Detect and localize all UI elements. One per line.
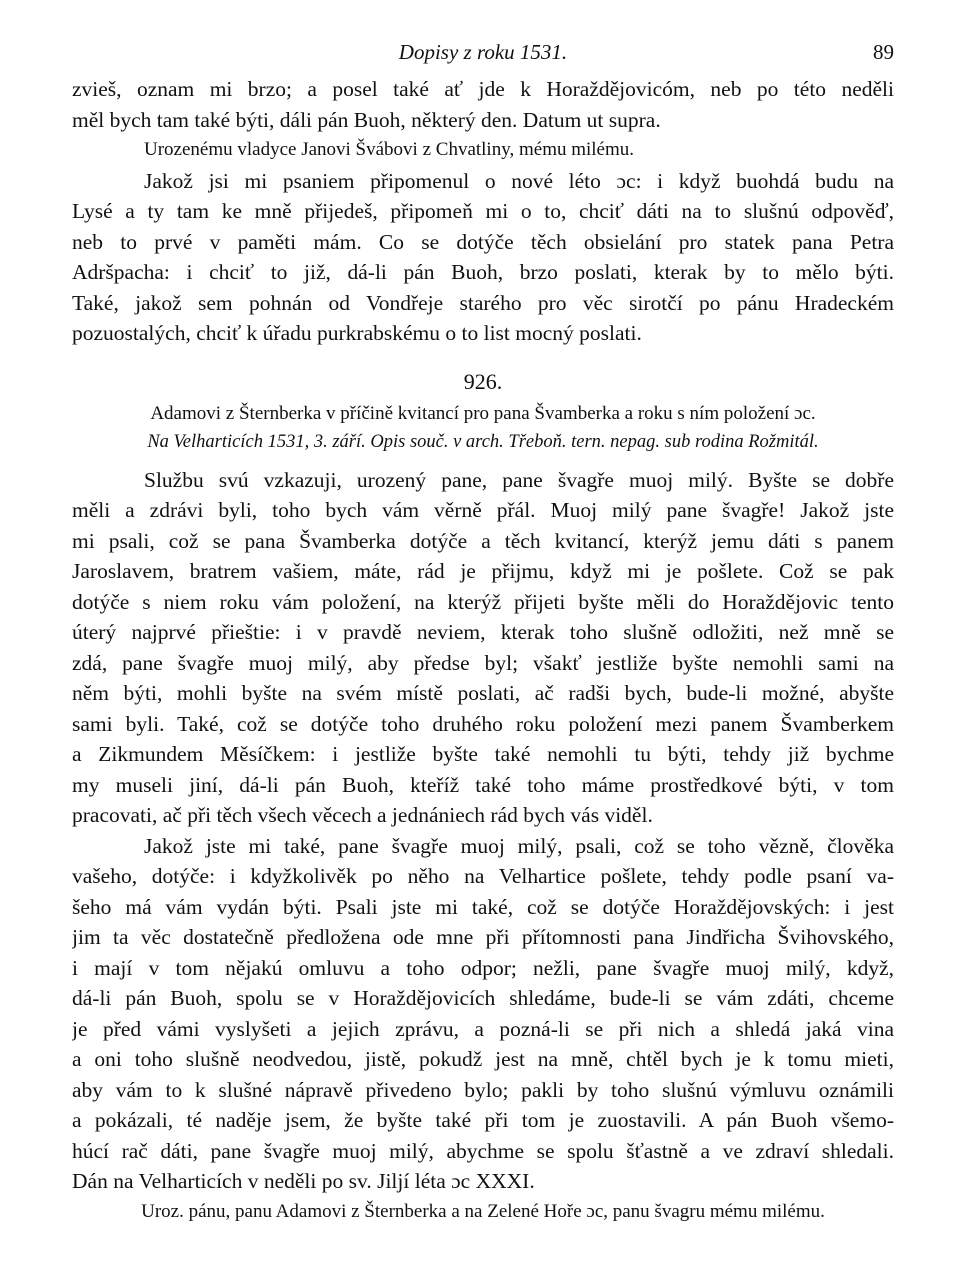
text-line: Adršpacha: i chciť to již, dá-li pán Buoh, brzo poslati, kterak by to mělo býti. (72, 260, 894, 284)
text-line: dotýče s niem roku vám položení, na kterýž přijeti byšte měli do Horaždějovic tento (72, 589, 894, 614)
text-line: Jakož jsi mi psaniem připomenul o nové léto ɔc: i když buohdá budu na (144, 168, 894, 193)
letter-source: Na Velharticích 1531, 3. září. Opis souč. v arch. Třeboň. tern. nepag. sub rodina Rožmitál. (147, 431, 819, 452)
text-line: Jakož jste mi také, pane švagře muoj milý, psali, což se toho vězně, člověka (144, 833, 894, 858)
text-line: úterý najprvé přieštie: i v pravdě neviem, kterak toho slušně odložiti, než mně se (72, 620, 894, 644)
text-line: dá-li pán Buoh, spolu se v Horaždějovicích shledáme, bude-li se vám zdáti, chceme (72, 986, 894, 1010)
text-line: je před vámi vyslyšeti a jejich zprávu, a pozná-li se při nich a shledá jaká vina (72, 1016, 894, 1041)
closing-address: Uroz. pánu, panu Adamovi z Šternberka a na Zelené Hoře ɔc, panu švagru mému milému. (141, 1200, 825, 1222)
text-line: mi psali, což se pana Švamberka dotýče a těch kvitancí, kterýž jemu dáti s panem (72, 528, 894, 553)
text-line: jim ta věc dostatečně předložena ode mne při přítomnosti pana Jindřicha Švihovského, (72, 925, 894, 949)
letter-paragraph-one (72, 465, 894, 831)
text-line: a Zikmundem Měsíčkem: i jestliže byšte také nemohli tu býti, tehdy již bychme (72, 742, 894, 766)
text-line: i mají v tom nějakú omluvu a toho odpor; nežli, pane švagře muoj milý, když, (72, 955, 894, 980)
text-line: a pokázali, té naděje jsem, že byšte také při tom je zuostavili. A pán Buoh všemo- (72, 1108, 894, 1132)
text-line: zdá, pane švagře muoj milý, aby předse byl; všakť jestliže byšte nemohli sami na (72, 650, 894, 675)
text-line: húcí rač dáti, pane švagře muoj milý, abychme se spolu šťastně a ve zdraví shledali. (72, 1138, 894, 1163)
text-line: zvieš, oznam mi brzo; a posel také ať jde k Horaždějovicóm, neb po této neděli (72, 77, 894, 101)
text-line: a oni toho slušně neodvedou, jistě, pokudž jest na mně, chtěl bych je k tomu mieti, (72, 1047, 894, 1071)
text-line: něm býti, mohli byšte na svém místě poslati, ač radši bych, bude-li možné, abyšte (72, 681, 894, 705)
text-line: Lysé a ty tam ke mně přijedeš, připomeň mi o to, chciť dáti na to slušnú odpověď, (72, 199, 894, 223)
page-header (72, 40, 894, 74)
text-line: sami byli. Také, což se dotýče toho druhého roku položení mezi panem Švamberkem (72, 711, 894, 736)
text-line: pracovati, ač při těch všech věcech a jednániech rád bych vás viděl. (72, 803, 653, 827)
running-title: Dopisy z roku 1531. (398, 40, 568, 64)
text-line: Službu svú vzkazuji, urozený pane, pane švagře muoj milý. Byšte se dobře (144, 467, 894, 492)
text-line: aby vám to k slušné nápravě přivedeno bylo; pakli by toho slušnú výmluvu oznámili (72, 1077, 894, 1102)
text-line: měli a zdrávi byli, toho bych vám věrně přál. Muoj milý pane švagře! Jakož jste (72, 498, 894, 522)
letter-number: 926. (463, 368, 503, 394)
text-line: Dán na Velharticích v neděli po sv. Jiljí léta ɔc XXXI. (72, 1169, 535, 1193)
page-number: 89 (873, 40, 894, 64)
text-line: neb to prvé v paměti mám. Co se dotýče těch obsielání pro statek pana Petra (72, 229, 894, 254)
letter-summary: Adamovi z Šternberka v příčině kvitancí pro pana Švamberka a roku s ním položení ɔc. (150, 402, 816, 424)
text-line: měl bych tam také býti, dáli pán Buoh, některý den. Datum ut supra. (72, 107, 661, 132)
text-line: pozuostalých, chciť k úřadu purkrabskému o to list mocný poslati. (72, 321, 642, 345)
document-page (72, 40, 894, 1227)
second-paragraph (72, 166, 894, 349)
text-line: my museli jiní, dá-li pán Buoh, kteříž také toho máme prostředkové býti, v tom (72, 772, 894, 797)
text-line: Také, jakož sem pohnán od Vondřeje starého pro věc sirotčí po pánu Hradeckém (72, 290, 894, 315)
text-line: vašeho, dotýče: i kdyžkolivěk po něho na Velhartice pošlete, tehdy podle psaní va- (72, 864, 894, 888)
text-line: Jaroslavem, bratrem vašiem, máte, rád je přijmu, když mi je pošlete. Což se pak (72, 559, 894, 583)
letter-paragraph-two (72, 831, 894, 1197)
text-line: šeho má vám vydán býti. Psali jste mi také, což se dotýče Horaždějovských: i jest (72, 894, 894, 919)
top-address: Urozenému vladyce Janovi Švábovi z Chvatliny, mému milému. (144, 139, 635, 160)
top-paragraph (72, 74, 894, 135)
